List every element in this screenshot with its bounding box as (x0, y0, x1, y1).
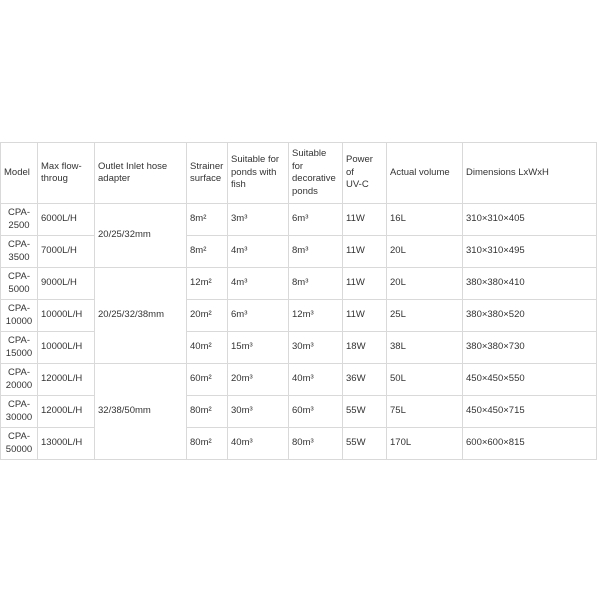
ponds-with-fish-cell: 4m³ (228, 236, 289, 268)
decorative-ponds-cell: 30m³ (289, 332, 343, 364)
model-cell: CPA- 20000 (1, 364, 38, 396)
model-cell: CPA- 50000 (1, 428, 38, 460)
strainer-surface-cell: 80m² (187, 396, 228, 428)
uv-c-power-cell: 55W (343, 396, 387, 428)
ponds-with-fish-cell: 20m³ (228, 364, 289, 396)
header-actual-volume: Actual volume (387, 143, 463, 204)
hose-adapter-cell: 32/38/50mm (95, 364, 187, 460)
actual-volume-cell: 16L (387, 204, 463, 236)
ponds-with-fish-cell: 3m³ (228, 204, 289, 236)
max-flow-cell: 13000L/H (38, 428, 95, 460)
header-decorative-ponds: Suitable for decorative ponds (289, 143, 343, 204)
ponds-with-fish-cell: 15m³ (228, 332, 289, 364)
actual-volume-cell: 20L (387, 236, 463, 268)
table-row (1, 236, 597, 268)
table-row (1, 332, 597, 364)
model-cell: CPA- 30000 (1, 396, 38, 428)
max-flow-cell: 6000L/H (38, 204, 95, 236)
dimensions-cell: 450×450×550 (463, 364, 597, 396)
dimensions-cell: 380×380×520 (463, 300, 597, 332)
decorative-ponds-cell: 40m³ (289, 364, 343, 396)
header-dimensions: Dimensions LxWxH (463, 143, 597, 204)
max-flow-cell: 10000L/H (38, 332, 95, 364)
hose-adapter-cell: 20/25/32mm (95, 204, 187, 268)
uv-c-power-cell: 55W (343, 428, 387, 460)
decorative-ponds-cell: 80m³ (289, 428, 343, 460)
max-flow-cell: 12000L/H (38, 396, 95, 428)
actual-volume-cell: 38L (387, 332, 463, 364)
decorative-ponds-cell: 8m³ (289, 236, 343, 268)
strainer-surface-cell: 80m² (187, 428, 228, 460)
strainer-surface-cell: 20m² (187, 300, 228, 332)
strainer-surface-cell: 8m² (187, 236, 228, 268)
ponds-with-fish-cell: 40m³ (228, 428, 289, 460)
model-cell: CPA- 5000 (1, 268, 38, 300)
uv-c-power-cell: 11W (343, 268, 387, 300)
decorative-ponds-cell: 12m³ (289, 300, 343, 332)
pond-filter-spec-table (0, 142, 597, 460)
header-hose-adapter: Outlet Inlet hose adapter (95, 143, 187, 204)
table-header-row (1, 143, 597, 204)
decorative-ponds-cell: 8m³ (289, 268, 343, 300)
table-row (1, 204, 597, 236)
strainer-surface-cell: 8m² (187, 204, 228, 236)
hose-adapter-cell: 20/25/32/38mm (95, 268, 187, 364)
decorative-ponds-cell: 6m³ (289, 204, 343, 236)
max-flow-cell: 12000L/H (38, 364, 95, 396)
table-row (1, 364, 597, 396)
strainer-surface-cell: 40m² (187, 332, 228, 364)
table-row (1, 268, 597, 300)
actual-volume-cell: 170L (387, 428, 463, 460)
ponds-with-fish-cell: 4m³ (228, 268, 289, 300)
actual-volume-cell: 75L (387, 396, 463, 428)
table-row (1, 300, 597, 332)
dimensions-cell: 600×600×815 (463, 428, 597, 460)
max-flow-cell: 7000L/H (38, 236, 95, 268)
max-flow-cell: 9000L/H (38, 268, 95, 300)
uv-c-power-cell: 11W (343, 236, 387, 268)
model-cell: CPA- 10000 (1, 300, 38, 332)
dimensions-cell: 310×310×405 (463, 204, 597, 236)
dimensions-cell: 310×310×495 (463, 236, 597, 268)
spec-table-frame (0, 142, 597, 460)
dimensions-cell: 380×380×410 (463, 268, 597, 300)
uv-c-power-cell: 11W (343, 300, 387, 332)
model-cell: CPA- 2500 (1, 204, 38, 236)
table-row (1, 428, 597, 460)
uv-c-power-cell: 18W (343, 332, 387, 364)
header-strainer-surface: Strainer surface (187, 143, 228, 204)
max-flow-cell: 10000L/H (38, 300, 95, 332)
uv-c-power-cell: 36W (343, 364, 387, 396)
dimensions-cell: 450×450×715 (463, 396, 597, 428)
strainer-surface-cell: 12m² (187, 268, 228, 300)
strainer-surface-cell: 60m² (187, 364, 228, 396)
model-cell: CPA- 15000 (1, 332, 38, 364)
model-cell: CPA- 3500 (1, 236, 38, 268)
actual-volume-cell: 50L (387, 364, 463, 396)
decorative-ponds-cell: 60m³ (289, 396, 343, 428)
dimensions-cell: 380×380×730 (463, 332, 597, 364)
uv-c-power-cell: 11W (343, 204, 387, 236)
header-uv-c-power: Power of UV-C (343, 143, 387, 204)
ponds-with-fish-cell: 6m³ (228, 300, 289, 332)
header-ponds-with-fish: Suitable for ponds with fish (228, 143, 289, 204)
header-model: Model (1, 143, 38, 204)
header-max-flow: Max flow- throug (38, 143, 95, 204)
table-row (1, 396, 597, 428)
table-body (1, 204, 597, 460)
actual-volume-cell: 25L (387, 300, 463, 332)
actual-volume-cell: 20L (387, 268, 463, 300)
ponds-with-fish-cell: 30m³ (228, 396, 289, 428)
